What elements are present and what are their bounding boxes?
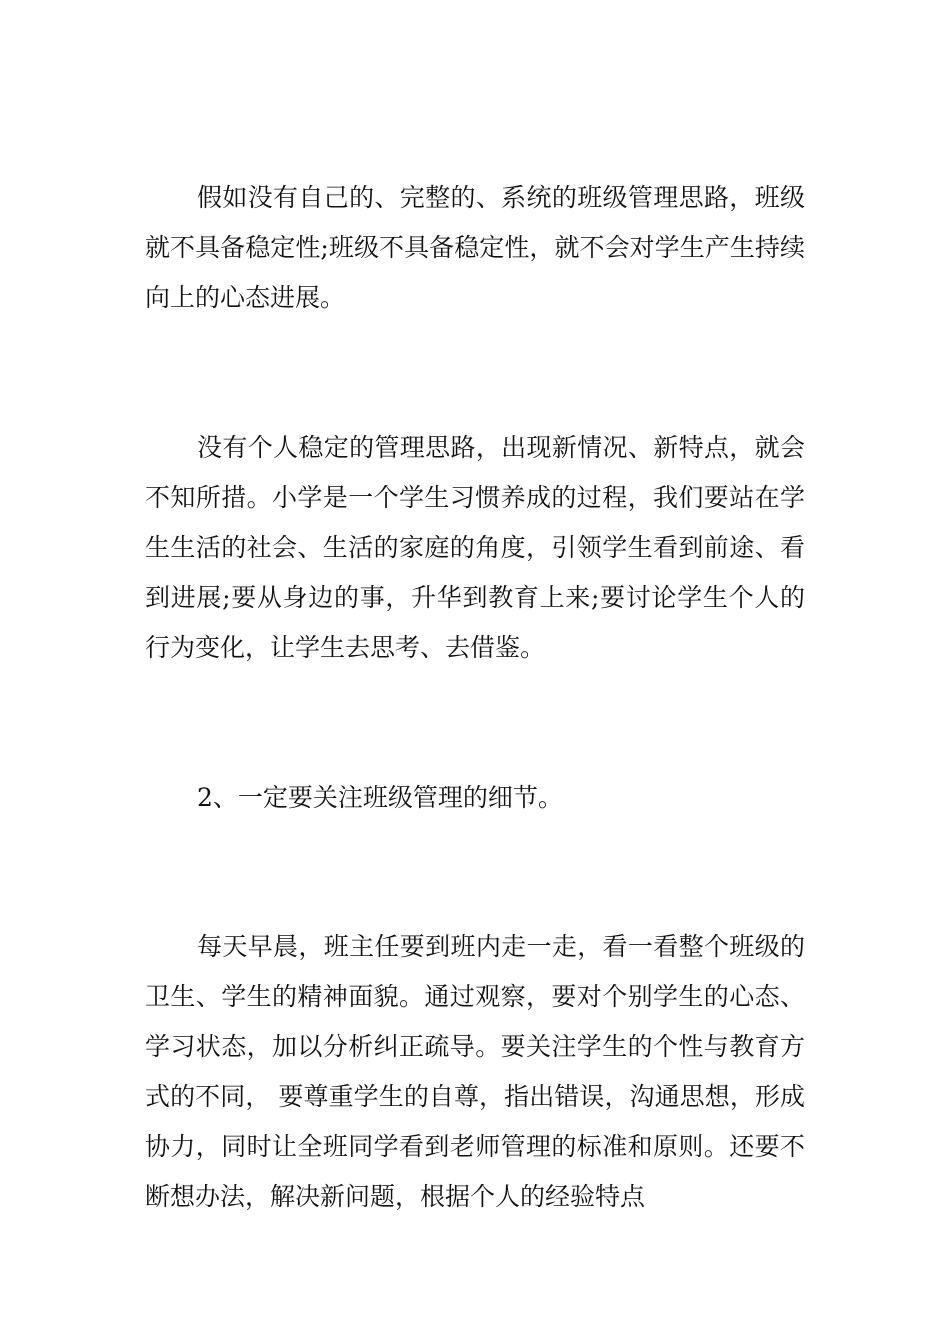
paragraph-management-approach: 假如没有自己的、完整的、系统的班级管理思路，班级就不具备稳定性;班级不具备稳定性，就不会对学生产生持续向上的心态进展。 [145,183,805,312]
paragraph-stable-thinking: 没有个人稳定的管理思路，出现新情况、新特点，就会不知所措。小学是一个学生习惯养成的过程，我们要站在学生生活的社会、生活的家庭的角度，引领学生看到前途、看到进展;要从身边的事，升华到教育上来;要讨论学生个人的行为变化，让学生去思考、去借鉴。 [145,433,805,662]
section-heading-details: 2、一定要关注班级管理的细节。 [197,783,563,812]
paragraph-daily-routine: 每天早晨，班主任要到班内走一走，看一看整个班级的卫生、学生的精神面貌。通过观察，要对个别学生的心态、学习状态，加以分析纠正疏导。要关注学生的个性与教育方式的不同， 要尊重学生的自尊，指出错误，沟通思想，形成协力，同时让全班同学看到老师管理的标准和原则。还要不断想办法，解决新问题，根据个人的经验特点 [145,932,805,1211]
